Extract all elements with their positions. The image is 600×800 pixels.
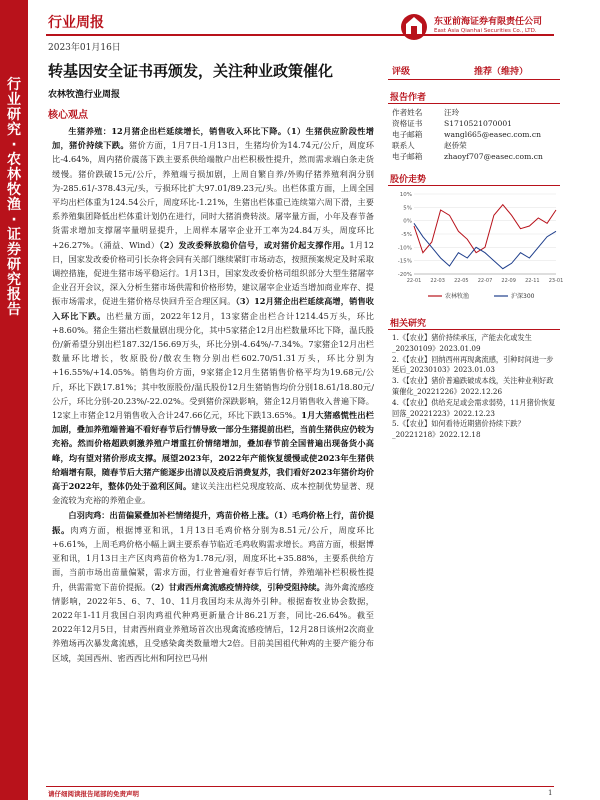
company-logo <box>400 10 560 50</box>
paragraph-hog <box>52 124 374 507</box>
info-key: 电子邮箱 <box>392 152 423 161</box>
report-title: 转基因安全证书再颁发，关注种业政策催化 <box>48 62 334 80</box>
text-run: （3）12月猪企出栏延续高增，销售收入环比下跌。 <box>52 296 374 321</box>
y-tick-label: 5% <box>403 205 412 212</box>
y-tick-label: 10% <box>399 192 412 198</box>
logo-company-name-en: East Asia Qianhai Securities Co., LTD. <box>434 28 537 34</box>
text-run: 1月12日，国家发改委价格司引长杂将会同有关部门继续紧盯市场动态，按照预案规定及时采取调控措施，促进生猪市场平稳运行。1月13日，国家发改委价格司组织部分大型生猪屠宰企业召开会议，深入分析生猪市场供需和价格形势，建议屠宰企业适当增加商业库存、提振市场需求，促进生猪价格尽快回升至合理区间。 <box>52 239 374 307</box>
report-subtitle: 农林牧渔行业周报 <box>48 90 121 100</box>
logo-company-name: 东亚前海证券有限责任公司 <box>434 17 543 27</box>
core-view-heading: 核心观点 <box>48 110 88 121</box>
email-link[interactable]: wangl665@easec.com.cn <box>444 130 541 139</box>
report-type: 行业周报 <box>48 15 104 31</box>
x-tick-label: 22-11 <box>525 278 540 284</box>
info-row <box>388 107 560 118</box>
footer-divider <box>46 786 554 787</box>
chart-svg <box>388 188 564 306</box>
related-item[interactable]: 4.《【农业】供给充足或会需求弱势，11月猪价恢复回落_20221223》2022.12.23 <box>392 397 556 418</box>
info-row <box>388 118 560 129</box>
report-date: 2023年01月16日 <box>48 43 121 53</box>
legend-label: 农林牧渔 <box>445 293 470 300</box>
info-key: 作者姓名 <box>392 108 423 117</box>
text-run: 建议关注出栏兑现度较高、成本控制优势显著、现金流较为充裕的养殖企业。 <box>52 481 374 506</box>
legend-label: 沪深300 <box>511 293 535 300</box>
sidebar <box>0 0 28 800</box>
page-number: 1 <box>548 789 553 797</box>
series-line <box>414 205 556 253</box>
related-item[interactable]: 3.《【农业】猪价普遍跌破成本线，关注种业利好政策催化_20221226》2022.12.26 <box>392 376 554 396</box>
x-tick-label: 23-01 <box>548 278 564 284</box>
info-row <box>388 140 560 151</box>
info-key: 电子邮箱 <box>392 130 423 139</box>
analyst-section-heading <box>388 90 560 104</box>
paragraph-broiler <box>52 508 374 664</box>
info-key: 资格证书 <box>392 119 423 128</box>
x-tick-label: 22-05 <box>454 278 469 284</box>
text-run: （2）甘肃西州禽流感疫情持续，引种受阻持续。 <box>150 581 325 592</box>
related-research-list <box>388 330 560 441</box>
y-tick-label: -5% <box>401 232 412 238</box>
related-item[interactable]: 2.《【农业】回纳西州再现禽流感，引种时间进一步延后_20230103》2023.01.03 <box>392 354 554 375</box>
email-link[interactable]: zhaoyf707@easec.com.cn <box>444 152 543 161</box>
related-section-heading <box>388 316 560 330</box>
x-tick-label: 22-09 <box>501 278 516 284</box>
related-section-title: 相关研究 <box>390 319 427 329</box>
y-tick-label: -15% <box>397 258 412 265</box>
info-row <box>388 151 560 162</box>
x-tick-label: 22-01 <box>406 278 422 284</box>
x-tick-label: 22-07 <box>477 278 493 284</box>
rating-row <box>388 58 560 80</box>
report-body <box>52 124 374 784</box>
y-tick-label: -10% <box>397 245 412 252</box>
y-tick-label: 0% <box>403 218 412 225</box>
x-tick-label: 22-03 <box>430 278 445 284</box>
analyst-section-title: 报告作者 <box>390 93 427 103</box>
chart-section-heading <box>388 172 560 186</box>
text-run: （2）发改委释放稳价信号，或对猪价起支撑作用。 <box>159 239 350 250</box>
text-run: 海外禽流感疫情影响，2022年5、6、7、10、11月我国均未从海外引种。根据畜牧业协会数据，2022年1-11月我国白羽肉鸡祖代种鸡更新量合计86.21万套，同比-26.64%。截至2022年12月5日，甘肃西州商业养殖场首次出现禽流感疫情后，12月28日该州2次商业养殖场再次暴发禽流感，且受感染禽类数量增大2倍。目前美国祖代种鸡的主要产能分布区域，美国西州、密西西比州和阿拉巴马州 <box>52 581 374 663</box>
text-run: 白羽肉鸡：出苗偏紧叠加补栏情绪提升，鸡苗价格上涨。（1）毛鸡价格上行，苗价提振。 <box>52 510 374 535</box>
info-row <box>388 129 560 140</box>
text-run: 猪价方面，1月7日-1月13日，生猪均价为14.74元/公斤，周度环比-4.64%，周内猪价震荡下跌主要系供给端散户出栏积极性提升，然而需求端白条走货缓慢。猪价跌破15元/公斤，养殖端亏损加剧，上周自繁自养/外购仔猪养殖利润分别为-285.61/-378.43元/头，亏损环比扩大97.01/89.23元/头。出栏体重方面，上周全国平均出栏体重为124.54公斤，周度环比-1.21%，生猪出栏体重已连续第六周下滑，主要系养殖集团降低出栏体重计划仍在进行，同时大猪消费转淡。屠宰量方面，小年及春节备货需求增加支撑屠宰量明显提升，上周样本屠宰企业开工率为24.84万头，周度环比+26.27%。（涌益、Wind） <box>52 140 374 250</box>
text-run: 1月大猪惑慌性出栏加剧，叠加养殖端普遍不看好春节后行情导致一部分生猪提前出栏，当前生猪供应仍较为充裕。然而价格超跌刺激养殖户增重扛价情绪增加，叠加春节前全国普遍出现备货小高峰，均有望对猪价形成支撑。展望2023年，2022年产能恢复缓慢或使2023年生猪供给端增有限，随春节后大猪产能逐步出清以及疫后消费复苏，我们看好2023年猪价均价高于2022年，整体仍处于盈利区间。 <box>52 410 374 492</box>
related-item[interactable]: 1.《【农业】猪价持续承压，产能去化或发生_20230109》2023.01.09 <box>392 333 532 353</box>
info-value: S1710521070001 <box>444 119 513 128</box>
text-run: 生猪养殖：12月猪企出栏延续增长，销售收入环比下降。（1）生猪供应阶段性增加，猪价持续下跌。 <box>52 126 374 151</box>
logo-mark-icon <box>400 12 428 42</box>
rating-label: 评级 <box>392 67 411 77</box>
stock-price-chart <box>388 188 564 306</box>
y-tick-label: -20% <box>397 272 412 278</box>
text-run: 肉鸡方面，根据博亚和讯，1月13日毛鸡价格分别为8.51元/公斤，周度环比+6.61%，上周毛鸡价格小幅上调主要系春节临近毛鸡收购需求增长。鸡苗方面，根据博亚和讯，1月13日主产区肉鸡苗价格为1.78元/羽，周度环比+35.88%，主要系供给方面，当前市场出苗量偏紧，需求方面，行业普遍看好春节后行情，养殖端补栏积极性提升，供需需宽下苗价提振。 <box>52 524 374 592</box>
text-run: 出栏量方面，2022年12月，13家猪企出栏合计1214.45万头，环比+8.60%。猪企生猪出栏数量剧出现分化，其中5家猪企12月出栏数量环比下降，温氏股份/新希望分别出栏187.32/156.69万头，环比分别-4.64%/-7.34%。7家猪企12月出栏数量环比增长，牧原股份/傲农生物分别出栏602.70/51.31万头，环比分别为+16.55%/+14.05%。销售均价方面，9家猪企12月生猪销售价格平均为19.68元/公斤，环比下跌17.81%；其中牧原股份/温氏股份12月生猪销售均价分别18.61/18.80元/公斤，环比分别-20.23%/-22.02%。受到猪价深跌影响，猪企12月销售收入普遍下降。12家上市猪企12月销售收入合计247.66亿元，环比下跌13.65%。 <box>52 310 374 421</box>
chart-title: 股价走势 <box>390 175 427 185</box>
analyst-info-table <box>388 104 560 162</box>
sidebar-text: 行业研究·农林牧渔·证券研究报告 <box>7 77 21 318</box>
rating-value: 推荐（维持） <box>474 67 529 77</box>
info-key: 联系人 <box>392 141 415 150</box>
info-value: 汪玲 <box>444 108 460 117</box>
footer-disclaimer: 请仔细阅读报告尾部的免责声明 <box>48 790 139 798</box>
related-item[interactable]: 5.《【农业】如何看待近期猪价持续下跌？_20221218》2022.12.18 <box>392 419 525 440</box>
info-value: 赵侨荣 <box>444 141 467 150</box>
right-column <box>388 58 564 441</box>
